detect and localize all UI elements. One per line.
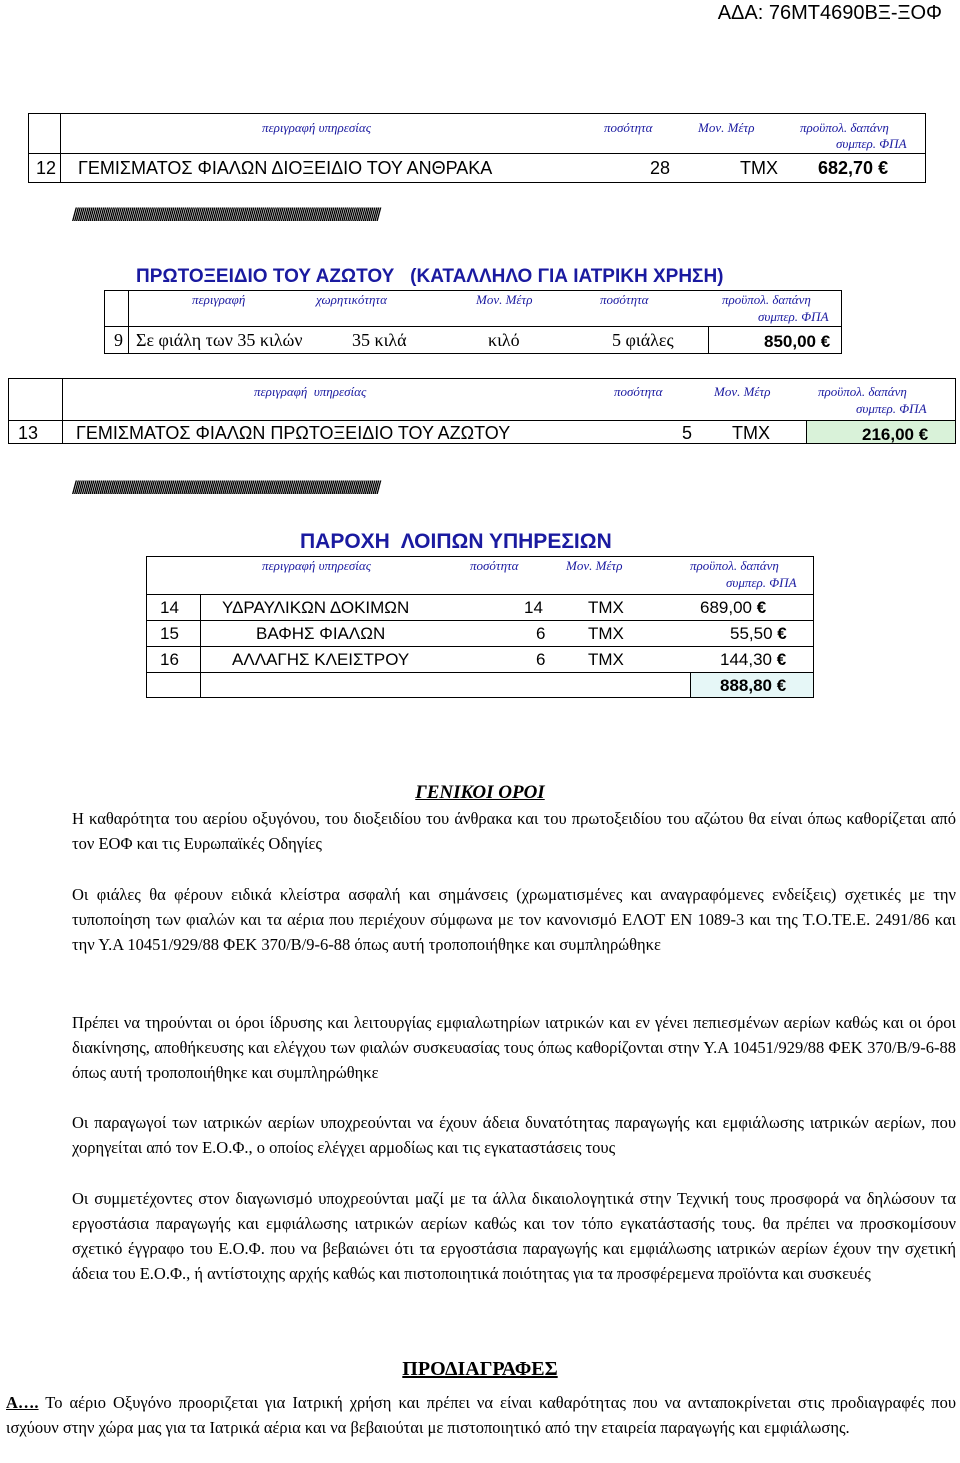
row-unit: ΤΜΧ	[588, 598, 624, 617]
spec-a-label: Α….	[6, 1393, 39, 1412]
row-cost: 850,00 €	[764, 332, 831, 351]
row-cost: 144,30 €	[720, 650, 787, 669]
row-capacity: 35 κιλά	[352, 330, 407, 350]
general-terms-paragraph: Οι παραγωγοί των ιατρικών αερίων υποχρεούνται να έχουν άδεια δυνατότητας παραγωγής και εμφιάλωσης ιατρικών αερίων, που χορηγείται από τον Ε.Ο.Φ., ο οποίος ελέγχει αρμοδίως και τις εγκαταστάσεις τους	[72, 1113, 956, 1157]
section-title-services: ΠΑΡΟΧΗ ΛΟΙΠΩΝ ΥΠΗΡΕΣΙΩΝ	[300, 530, 612, 553]
row-unit: κιλό	[488, 330, 520, 350]
row-quantity: 6	[536, 650, 546, 669]
row-cost: 55,50 €	[730, 624, 787, 643]
header-cost: προϋπολ. δαπάνη	[818, 384, 907, 399]
header-cost: προϋπολ. δαπάνη	[722, 292, 811, 307]
row-number: 14	[160, 598, 179, 617]
specifications-paragraph	[6, 1390, 956, 1440]
general-terms-paragraph: Η καθαρότητα του αερίου οξυγόνου, του διοξειδίου του άνθρακα και του πρωτοξειδίου του αζώτου θα είναι όπως καθορίζεται από τον ΕΟΦ και τις Ευρωπαϊκές Οδηγίες	[72, 809, 956, 853]
header-cost: προϋπολ. δαπάνη	[690, 558, 779, 573]
header-vat: συμπερ. ΦΠΑ	[758, 309, 829, 324]
header-quantity: ποσότητα	[604, 120, 653, 135]
row-quantity: 6	[536, 624, 546, 643]
row-quantity: 5	[682, 423, 693, 443]
euro-icon: €	[918, 425, 929, 444]
spec-a-text: Το αέριο Οξυγόνο προοριζεται για Ιατρική χρήση και πρέπει να είναι καθαρότητας που να ανταποκρίνεται στις προδιαγραφές που ισχύουν στην χώρα μας για τα Ιατρικά αέρια και να βεβαιούται με πιστοποιητικό από την εταιρεία παραγωγής και εμφιάλωσης.	[6, 1393, 956, 1437]
row-unit: ΤΜΧ	[588, 624, 624, 643]
section-title-nitrous: ΠΡΩΤΟΞΕΙΔΙΟ ΤΟΥ ΑΖΩΤΟΥ (ΚΑΤΑΛΛΗΛΟ ΓΙΑ ΙΑΤΡΙΚΗ ΧΡΗΣΗ)	[136, 266, 724, 287]
row-number: 9	[114, 330, 123, 350]
header-cost: προϋπολ. δαπάνη	[800, 120, 889, 135]
general-terms-paragraph: Οι συμμετέχοντες στον διαγωνισμό υποχρεούνται μαζί με τα άλλα δικαιολογητικά στην Τεχνική τους προσφορά να δηλώσουν τα εργοστάσια παραγωγής και εμφιάλωσης ιατρικών αερίων καθώς και τον τόπο εγκατάστασής τους. θα πρέπει να προσκομίσουν σχετικό έγγραφο του Ε.Ο.Φ. που να βεβαιώνει ότι τα εργοστάσια παραγωγής και εμφιάλωσης ιατρικών αερίων έχουν την σχετική άδεια του Ε.Ο.Φ., ή αντίστοιχης αρχής καθώς και πιστοποιητικά ποιότητας για τα προσφέρεμενα προϊόντα και συσκευές	[72, 1189, 956, 1283]
header-quantity: ποσότητα	[470, 558, 519, 573]
header-description: περιγραφή	[192, 292, 246, 307]
row-cost: 216,00 €	[862, 425, 929, 444]
separator-line: /////////////////////////////////////////////////////////////////////////////////////////////////////////////////////////////////////////////////////////////	[72, 478, 379, 498]
row-description: ΓΕΜΙΣΜΑΤΟΣ ΦΙΑΛΩΝ ΔΙΟΞΕΙΔΙΟ ΤΟΥ ΑΝΘΡΑΚΑ	[78, 158, 493, 178]
header-quantity: ποσότητα	[600, 292, 649, 307]
row-number: 15	[160, 624, 179, 643]
row-number: 12	[36, 158, 57, 178]
row-description: ΑΛΛΑΓΗΣ ΚΛΕΙΣΤΡΟΥ	[232, 650, 410, 669]
header-description: περιγραφή υπηρεσίας	[262, 120, 371, 135]
header-description: περιγραφή υπηρεσίας	[262, 558, 371, 573]
general-terms-paragraph: Πρέπει να τηρούνται οι όροι ίδρυσης και λειτουργίας εμφιαλωτηρίων ιατρικών και εν γένει πεπιεσμένων αερίων καθώς και οι όροι διακίνησης, αποθήκευσης και ελέγχου των φιαλών συσκευασίας τους όπως καθορίζονται στην Υ.Α 10451/929/88 ΦΕΚ 370/Β/9-6-88 όπως αυτή τροποποιήθηκε και συμπληρώθηκε	[72, 1013, 956, 1082]
header-unit: Μον. Μέτρ	[566, 558, 623, 573]
specifications-title: ΠΡΟΔΙΑΓΡΑΦΕΣ	[402, 1358, 558, 1380]
header-unit: Μον. Μέτρ	[698, 120, 755, 135]
euro-icon: €	[820, 332, 831, 351]
euro-icon: €	[776, 676, 787, 695]
header-description: περιγραφή υπηρεσίας	[254, 384, 367, 399]
general-terms-paragraph: Οι φιάλες θα φέρουν ειδικά κλείστρα ασφαλή και σημάνσεις (χρωματισμένες και αναγραφόμενες ενδείξεις) σχετικές με την τυποποίηση των φιαλών και τα αέρια που περιέχουν σύμφωνα με τον κανονισμό ΕΛΟΤ ΕΝ 1089-3 και της Τ.Ο.ΤΕ.Ε. 2491/86 και την Υ.Α 10451/929/88 ΦΕΚ 370/Β/9-6-88 όπως αυτή τροποποιήθηκε και συμπληρώθηκε	[72, 885, 956, 954]
row-number: 13	[18, 423, 39, 443]
services-total: 888,80 €	[720, 676, 787, 695]
row-unit: ΤΜΧ	[740, 158, 778, 178]
row-quantity: 5 φιάλες	[612, 330, 674, 350]
row-description: ΒΑΦΗΣ ΦΙΑΛΩΝ	[256, 624, 386, 643]
row-description: Σε φιάλη των 35 κιλών	[136, 330, 303, 350]
euro-icon: €	[777, 624, 787, 643]
row-cost: 682,70 €	[818, 158, 889, 178]
row-description: ΥΔΡΑΥΛΙΚΩΝ ΔΟΚΙΜΩΝ	[222, 598, 410, 617]
document-id: ΑΔΑ: 76ΜΤ4690ΒΞ-ΞΟΦ	[717, 2, 942, 24]
general-terms-title: ΓΕΝΙΚΟΙ ΟΡΟΙ	[415, 782, 545, 803]
separator-line: /////////////////////////////////////////////////////////////////////////////////////////////////////////////////////////////////////////////////////////////	[72, 205, 379, 225]
row-quantity: 14	[524, 598, 543, 617]
row-unit: ΤΜΧ	[588, 650, 624, 669]
header-quantity: ποσότητα	[614, 384, 663, 399]
row-quantity: 28	[650, 158, 671, 178]
header-vat: συμπερ. ΦΠΑ	[726, 575, 797, 590]
euro-icon: €	[878, 158, 889, 178]
header-capacity: χωρητικότητα	[316, 292, 387, 307]
header-vat: συμπερ. ΦΠΑ	[836, 136, 907, 151]
row-description: ΓΕΜΙΣΜΑΤΟΣ ΦΙΑΛΩΝ ΠΡΩΤΟΞΕΙΔΙΟ ΤΟΥ ΑΖΩΤΟΥ	[76, 423, 511, 443]
euro-icon: €	[756, 598, 767, 617]
row-number: 16	[160, 650, 179, 669]
row-cost: 689,00 €	[700, 598, 767, 617]
row-unit: ΤΜΧ	[732, 423, 770, 443]
euro-icon: €	[776, 650, 787, 669]
header-unit: Μον. Μέτρ	[714, 384, 771, 399]
header-vat: συμπερ. ΦΠΑ	[856, 401, 927, 416]
header-unit: Μον. Μέτρ	[476, 292, 533, 307]
